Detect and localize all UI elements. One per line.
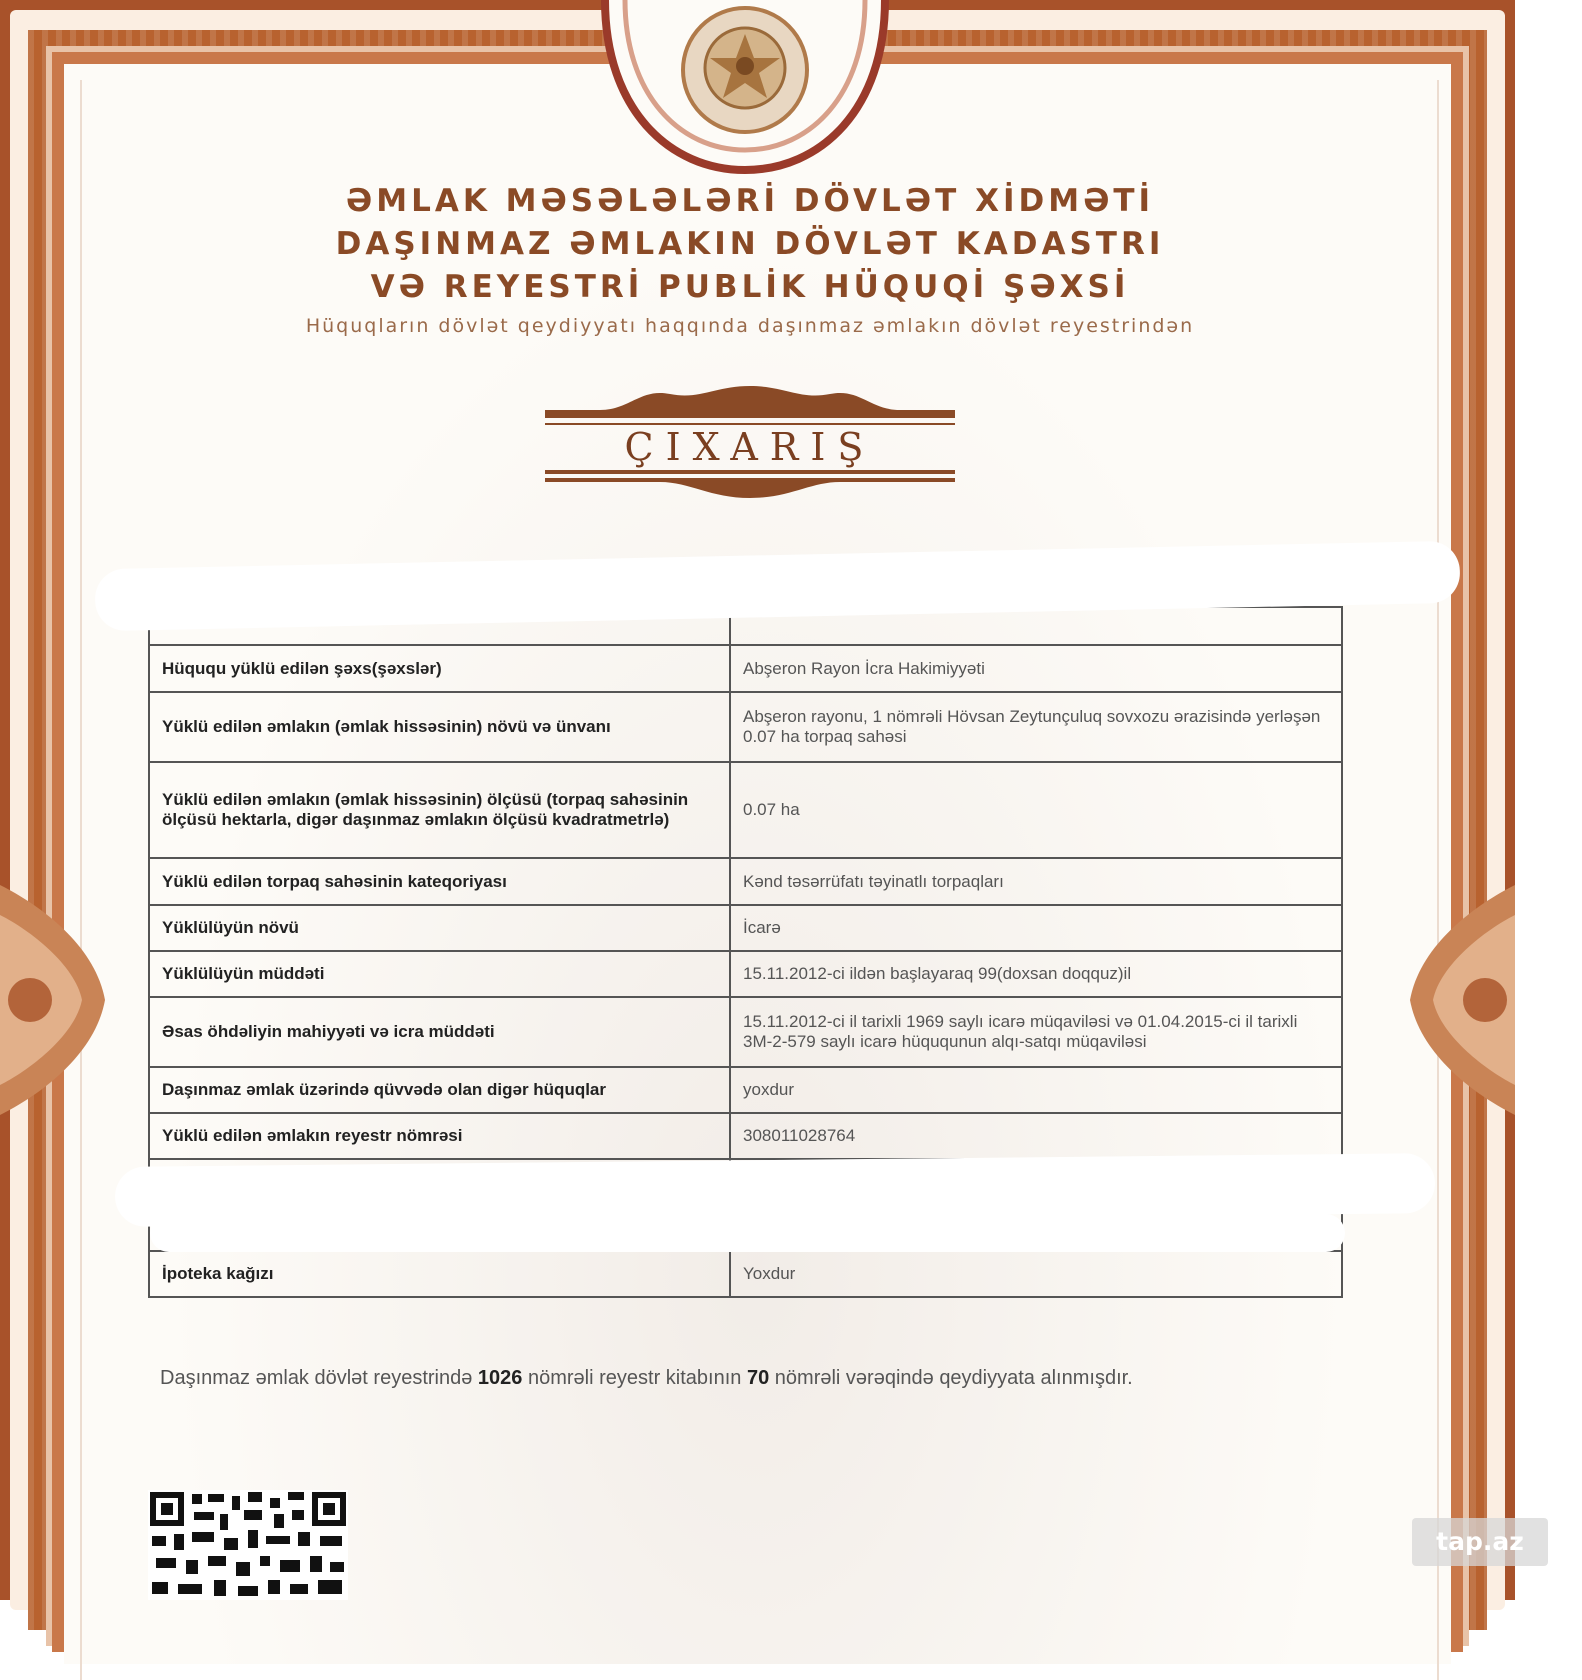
document-title: ÇIXARIŞ [624, 425, 876, 469]
table-row [149, 1251, 1342, 1297]
table-row [149, 905, 1342, 951]
row-value: Kənd təsərrüfatı təyinatlı torpaqları [730, 858, 1342, 905]
row-value: 308011028764 [730, 1113, 1342, 1159]
title-line-3: VƏ REYESTRİ PUBLİK HÜQUQİ ŞƏXSİ [370, 269, 1130, 305]
table-row [149, 1113, 1342, 1159]
table-row [149, 951, 1342, 997]
row-label: Daşınmaz əmlak üzərində qüvvədə olan digər hüquqlar [149, 1067, 730, 1113]
row-label: Yüklü edilən əmlakın (əmlak hissəsinin) ölçüsü (torpaq sahəsinin ölçüsü hektarla, digər daşınmaz əmlakın ölçüsü kvadratmetrlə) [149, 762, 730, 858]
state-emblem-icon [600, 0, 890, 180]
row-label: Yüklü edilən əmlakın (əmlak hissəsinin) növü və ünvanı [149, 692, 730, 762]
row-label: Yüklülüyün müddəti [149, 951, 730, 997]
redaction-mark [150, 1214, 1345, 1252]
right-ornament-icon [1405, 885, 1515, 1115]
table-row [149, 692, 1342, 762]
row-value: 0.07 ha [730, 762, 1342, 858]
row-value: 15.11.2012-ci il tarixli 1969 saylı icarə müqaviləsi və 01.04.2015-ci il tarixli 3M-2-579 saylı icarə hüququnun alqı-satqı müqaviləsi [730, 997, 1342, 1067]
row-value: 15.11.2012-ci ildən başlayaraq 99(doxsan doqquz)il [730, 951, 1342, 997]
table-row [149, 762, 1342, 858]
table-row [149, 858, 1342, 905]
qr-code-icon [148, 1490, 348, 1600]
watermark: tap.az [1412, 1518, 1548, 1566]
document-title-cartouche [540, 380, 960, 500]
row-label: Yüklü edilən əmlakın reyestr nömrəsi [149, 1113, 730, 1159]
table-row [149, 1067, 1342, 1113]
row-value: İcarə [730, 905, 1342, 951]
subtitle: Hüquqların dövlət qeydiyyatı haqqında daşınmaz əmlakın dövlət reyestrindən [305, 315, 1195, 337]
title-line-1: ƏMLAK MƏSƏLƏLƏRİ DÖVLƏT XİDMƏTİ [345, 183, 1155, 219]
title-line-2: DAŞINMAZ ƏMLAKIN DÖVLƏT KADASTRI [335, 226, 1165, 262]
row-label: Yüklü edilən torpaq sahəsinin kateqoriyası [149, 858, 730, 905]
book-number: 1026 [477, 1367, 523, 1389]
note-middle: nömrəli reyestr kitabının [527, 1367, 742, 1389]
row-value: yoxdur [730, 1067, 1342, 1113]
registration-note [160, 1367, 1340, 1390]
row-value: Yoxdur [730, 1251, 1342, 1297]
header-titles [180, 180, 1320, 337]
row-label: Yüklülüyün növü [149, 905, 730, 951]
left-ornament-icon [0, 885, 110, 1115]
note-suffix: nömrəli vərəqində qeydiyyata alınmışdır. [774, 1367, 1133, 1389]
page-number: 70 [746, 1367, 770, 1389]
row-label: Əsas öhdəliyin mahiyyəti və icra müddəti [149, 997, 730, 1067]
table-row [149, 997, 1342, 1067]
row-value: Abşeron rayonu, 1 nömrəli Hövsan Zeytunçuluq sovxozu ərazisində yerləşən 0.07 ha torpaq sahəsi [730, 692, 1342, 762]
row-label: İpoteka kağızı [149, 1251, 730, 1297]
table-row [149, 645, 1342, 692]
note-prefix: Daşınmaz əmlak dövlət reyestrində [160, 1367, 473, 1389]
row-label: Hüququ yüklü edilən şəxs(şəxslər) [149, 645, 730, 692]
row-value: Abşeron Rayon İcra Hakimiyyəti [730, 645, 1342, 692]
